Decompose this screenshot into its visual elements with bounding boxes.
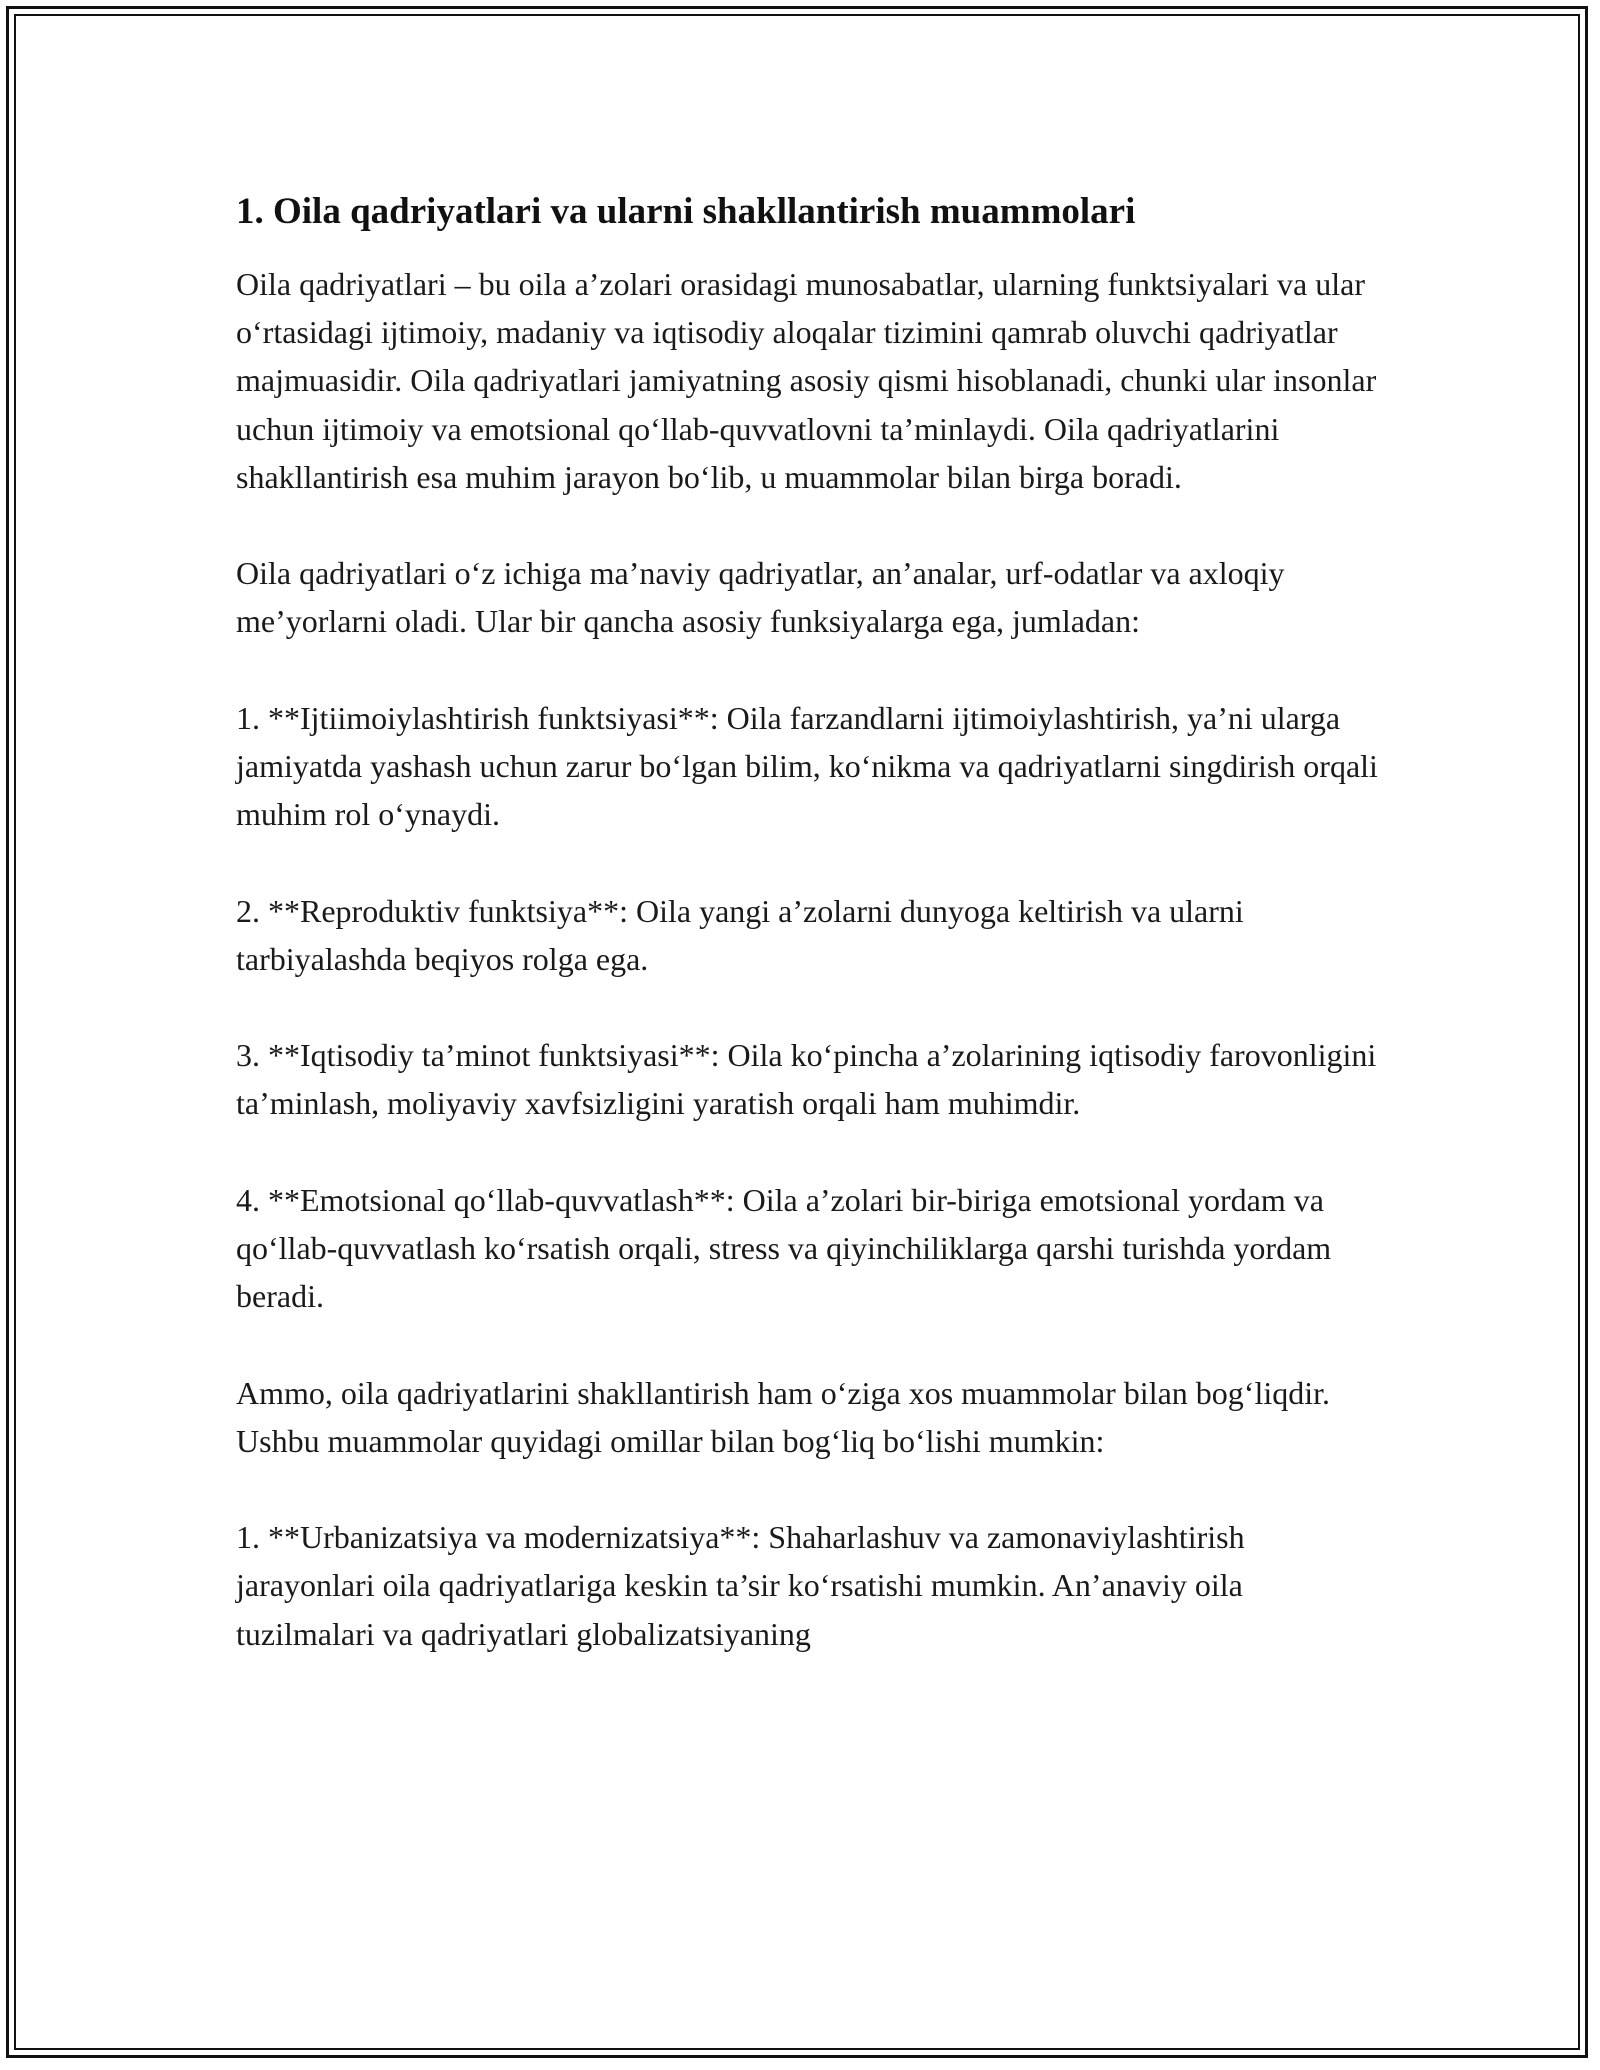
list-item-urbanization: 1. **Urbanizatsiya va modernizatsiya**: Shaharlashuv va zamonaviylashtirish jarayonlari oila qadriyatlariga keskin ta’sir ko‘rsatishi mumkin. An’anaviy oila tuzilmalari va qadriyatlari globalizatsiyaning — [236, 1519, 1245, 1652]
paragraph-values: Oila qadriyatlari o‘z ichiga ma’naviy qadriyatlar, an’analar, urf-odatlar va axloqiy me’yorlarni oladi. Ular bir qancha asosiy funksiyalarga ega, jumladan: — [236, 555, 1285, 640]
list-item-reproductive: 2. **Reproduktiv funktsiya**: Oila yangi a’zolarni dunyoga keltirish va ularni tarbiyalashda beqiyos rolga ega. — [236, 892, 1244, 977]
paragraph-problems: Ammo, oila qadriyatlarini shakllantirish ham o‘ziga xos muammolar bilan bog‘liqdir. Ushbu muammolar quyidagi omillar bilan bog‘liq bo‘lishi mumkin: — [236, 1374, 1330, 1459]
paragraph-intro: Oila qadriyatlari – bu oila a’zolari orasidagi munosabatlar, ularning funktsiyalari va ular o‘rtasidagi ijtimoiy, madaniy va iqtisodiy aloqalar tizimini qamrab oluvchi qadriyatlar majmuasidir. Oila qadriyatlari jamiyatning asosiy qismi hisoblanadi, chunki ular insonlar uchun ijtimoiy va emotsional qo‘llab-quvvatlovni ta’minlaydi. Oila qadriyatlarini shakllantirish esa muhim jarayon bo‘lib, u muammolar bilan birga boradi. — [236, 266, 1377, 495]
list-item-socialization: 1. **Ijtiimoiylashtirish funktsiyasi**: Oila farzandlarni ijtimoiylashtirish, ya’ni ularga jamiyatda yashash uchun zarur bo‘lgan bilim, ko‘nikma va qadriyatlarni singdirish orqali muhim rol o‘ynaydi. — [236, 699, 1378, 833]
list-item-emotional: 4. **Emotsional qo‘llab-quvvatlash**: Oila a’zolari bir-biriga emotsional yordam va qo‘llab-quvvatlash ko‘rsatish orqali, stress va qiyinchiliklarga qarshi turishda yordam beradi. — [236, 1181, 1332, 1315]
document-body — [236, 186, 1386, 1706]
section-heading: 1. Oila qadriyatlari va ularni shakllantirish muammolari — [236, 191, 1136, 232]
list-item-economic: 3. **Iqtisodiy ta’minot funktsiyasi**: Oila ko‘pincha a’zolarining iqtisodiy farovonligini ta’minlash, moliyaviy xavfsizligini yaratish orqali ham muhimdir. — [236, 1037, 1377, 1122]
